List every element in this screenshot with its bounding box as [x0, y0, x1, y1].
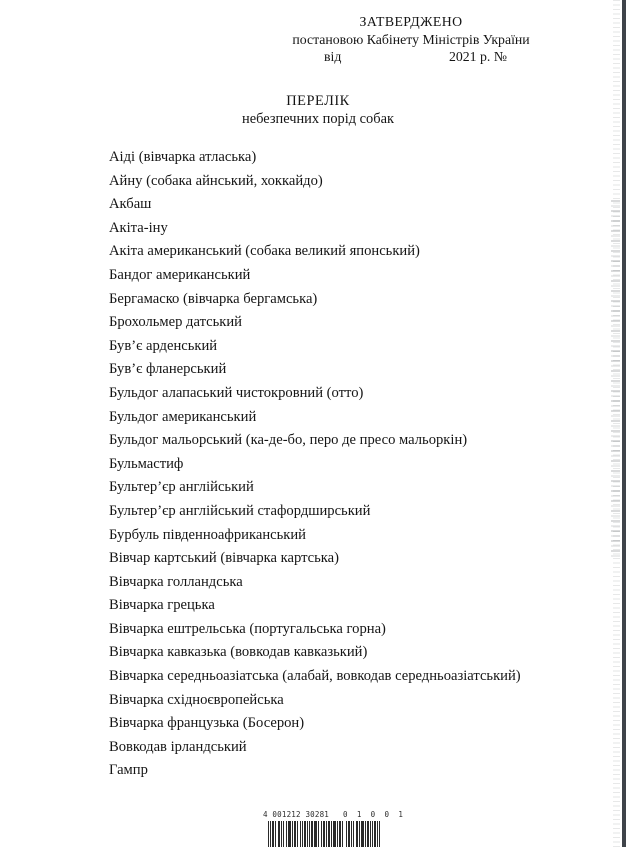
list-item: Бергамаско (вівчарка бергамська) [109, 290, 318, 307]
barcode-bar [356, 821, 358, 847]
list-item: Вівчарка середньоазіатська (алабай, вовкодав середньоазіатський) [109, 668, 521, 685]
page-subtitle: небезпечних порід собак [242, 110, 394, 127]
approval-date-suffix: 2021 р. № [448, 49, 507, 65]
barcode-bar [374, 821, 376, 847]
barcode-bar [268, 821, 269, 847]
list-item: Вовкодав ірландський [109, 738, 247, 755]
list-item: Вівчар картський (вівчарка картська) [109, 550, 339, 567]
barcode-bar [292, 821, 293, 847]
list-item: Був’є арденський [109, 337, 218, 354]
approval-authority: постановою Кабінету Міністрів України [292, 31, 530, 47]
list-item: Бультер’єр англійський [109, 479, 254, 496]
barcode-bar [331, 821, 332, 847]
list-item: Айну (собака айнський, хоккайдо) [109, 172, 323, 189]
barcode-addon-bars-image [346, 821, 379, 847]
approval-date-line [287, 48, 535, 66]
barcode-bar [272, 821, 274, 847]
list-item: Брохольмер датський [109, 314, 242, 331]
barcode-bar [297, 821, 298, 847]
list-item: Акбаш [109, 196, 152, 213]
list-item: Гампр [109, 762, 148, 779]
barcode-number-addon: 0 1 0 0 1 [343, 810, 406, 819]
barcode-bar [300, 821, 301, 847]
approval-date-prefix: від [324, 49, 342, 65]
barcode-bar [365, 821, 366, 847]
list-item: Акіта американський (собака великий японський) [109, 243, 420, 260]
barcode-bar [314, 821, 317, 847]
barcode-bar [367, 821, 369, 847]
list-item: Вівчарка ештрельська (португальська горна) [109, 620, 386, 637]
barcode-bar [270, 821, 271, 847]
barcode-bar [361, 821, 364, 847]
list-item: Бульдог мальорський (ка-де-бо, перо де пресо мальоркін) [109, 432, 468, 449]
barcode-bar [321, 821, 322, 847]
barcode-bar [294, 821, 296, 847]
barcode-bar [326, 821, 327, 847]
barcode-bar [323, 821, 325, 847]
barcode-bar [346, 821, 347, 847]
barcode-number-main: 4 001212 30281 [263, 810, 330, 819]
barcode-bar [318, 821, 319, 847]
title-block [0, 93, 626, 128]
barcode-bars-image [268, 821, 343, 847]
scan-edge-strip [622, 0, 626, 847]
barcode-bar [379, 821, 380, 847]
list-item: Вівчарка голландська [109, 573, 243, 590]
list-item: Бульдог американський [109, 408, 257, 425]
barcode-bar [286, 821, 287, 847]
barcode-bar [302, 821, 303, 847]
page-title: ПЕРЕЛІК [286, 93, 350, 109]
barcode [262, 810, 406, 847]
barcode-bar [328, 821, 330, 847]
list-item: Акіта-іну [109, 219, 168, 236]
list-item: Вівчарка східноєвропейська [109, 691, 284, 708]
list-item: Вівчарка кавказька (вовкодав кавказький) [109, 644, 368, 661]
barcode-bar [372, 821, 373, 847]
barcode-bar [351, 821, 352, 847]
list-item: Бульдог алапаський чистокровний (отто) [109, 384, 364, 401]
list-item: Бурбуль південноафриканський [109, 526, 306, 543]
barcode-bar [311, 821, 313, 847]
barcode-bar [309, 821, 310, 847]
barcode-bar [339, 821, 341, 847]
list-item: Бультер’єр англійський стафордширський [109, 502, 371, 519]
list-item: Був’є фланерський [109, 361, 227, 378]
barcode-bar [377, 821, 378, 847]
barcode-bar [348, 821, 350, 847]
barcode-bar [342, 821, 343, 847]
barcode-bar [353, 821, 354, 847]
barcode-bar [359, 821, 360, 847]
barcode-bar [288, 821, 291, 847]
approval-block [287, 13, 535, 66]
list-item: Бульмастиф [109, 455, 184, 472]
list-item: Вівчарка французька (Босерон) [109, 715, 305, 732]
list-item: Бандог американський [109, 266, 251, 283]
barcode-bar [275, 821, 276, 847]
list-item: Аіді (вівчарка атласька) [109, 149, 257, 165]
barcode-bar [304, 821, 306, 847]
barcode-bar [281, 821, 282, 847]
barcode-bar [278, 821, 280, 847]
barcode-bar [333, 821, 336, 847]
barcode-bar [283, 821, 284, 847]
breed-list [109, 146, 589, 783]
approval-label: ЗАТВЕРДЖЕНО [359, 14, 463, 29]
scan-noise-dense-column [611, 200, 620, 560]
barcode-bar [370, 821, 371, 847]
barcode-bar [307, 821, 308, 847]
barcode-bar [337, 821, 338, 847]
list-item: Вівчарка грецька [109, 597, 215, 614]
